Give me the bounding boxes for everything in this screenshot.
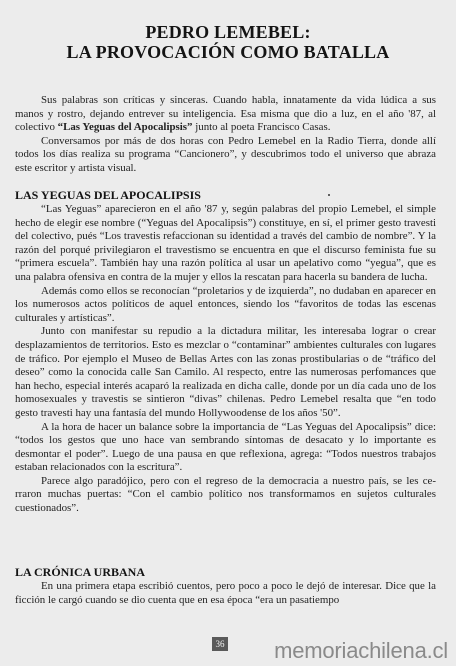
intro-text	[15, 94, 436, 176]
intro-paragraph-2: Conversamos por más de dos horas con Pedro Lemebel en la Radio Tierra, donde allí todos los días realiza su programa “Cancionero”, y descubrimos todo el universo que abraza este escritor y artista visual.	[15, 134, 436, 174]
article-title-line-1: PEDRO LEMEBEL:	[145, 22, 311, 42]
section-heading-cronica: LA CRÓNICA URBANA	[15, 565, 146, 579]
paragraph: A la hora de hacer un balance sobre la importancia de “Las Yeguas del Apocalipsis” dice: “todos los gestos que uno hace van sembrando síntomas de desacato y lo importante es desmontar el poder”. Luego de una pausa en que reflexiona, agrega: “Todos nuestros trabajos estaban relacionados con la escritura”.	[15, 420, 436, 474]
paragraph: En una primera etapa escribió cuentos, pero poco a poco le dejó de interesar. Dice que la ficción le cargó cuando se dio cuenta que en esa época “era un pasatiempo	[15, 580, 436, 606]
print-speck	[328, 194, 330, 196]
paragraph: Además como ellos se reconocían “proletarios y de izquierda”, no dudaban en aparecer en los numerosos actos políticos de aquel entonces, siendo los “favoritos de todas las escenas culturales y artísticas”.	[15, 284, 436, 324]
page-number: 36	[212, 637, 228, 651]
watermark-logo: memoriachilena.cl	[274, 638, 448, 663]
paragraph: Parece algo paradójico, pero con el regreso de la democracia a nuestro país, se les ce-rraron muchas puertas: “Con el cambio político nos transformamos en sujetos culturales cuestionados”.	[15, 474, 436, 515]
section-cronica-text	[15, 580, 436, 607]
paragraph: “Las Yeguas” aparecieron en el año '87 y, según palabras del propio Lemebel, el simple hecho de elegir ese nombre (“Yeguas del Apocalipsis”) constituye, en sí, el primer gesto travesti del colectivo, pués “Los travestis refaccionan su identidad a través del cambio de nombre”. Y la razón del porqué privilegiaron el travestismo se encuentra en que el discurso feminista fue su “primera escuela”. También hay una razón política al usar un apelativo como “yegua”, que es una palabra ofensiva en contra de la mujer y ellos la rescatan para hacerla su bandera de lucha.	[15, 203, 436, 283]
intro-paragraph-1: Sus palabras son críticas y sinceras. Cuando habla, innatamente da vida lúdica a sus manos y rostro, dejando entrever su inteligencia. Esa misma que dio a luz, en el año '87, al colectivo “Las Yeguas del Apocalipsis” junto al poeta Francisco Casas.	[15, 94, 436, 134]
article-title-line-2: LA PROVOCACIÓN COMO BATALLA	[66, 42, 390, 62]
section-yeguas-text	[15, 203, 436, 516]
section-heading-yeguas: LAS YEGUAS DEL APOCALIPSIS	[15, 188, 201, 202]
collective-name: “Las Yeguas del Apocalipsis”	[57, 121, 193, 134]
paragraph: Junto con manifestar su repudio a la dictadura militar, les interesaba lograr o crear desplazamientos de territorios. Esto es mezclar o “contaminar” ambientes culturales con lugares de tráfico. Por ejemplo el Museo de Bellas Artes con las zonas prostibularias o de “tráfico del deseo” como la conocida calle San Camilo. Al respecto, entre las numerosas perfomances que han hecho, especial interés acaparó la realizada en dicha calle, donde por un día cada uno de los homosexuales y travestis se sintieron “divas” chilenas. Pedro Lemebel resalta que “en todo gesto travesti hay una fantasía del mundo Hollywoodense de los años '50”.	[15, 325, 436, 419]
